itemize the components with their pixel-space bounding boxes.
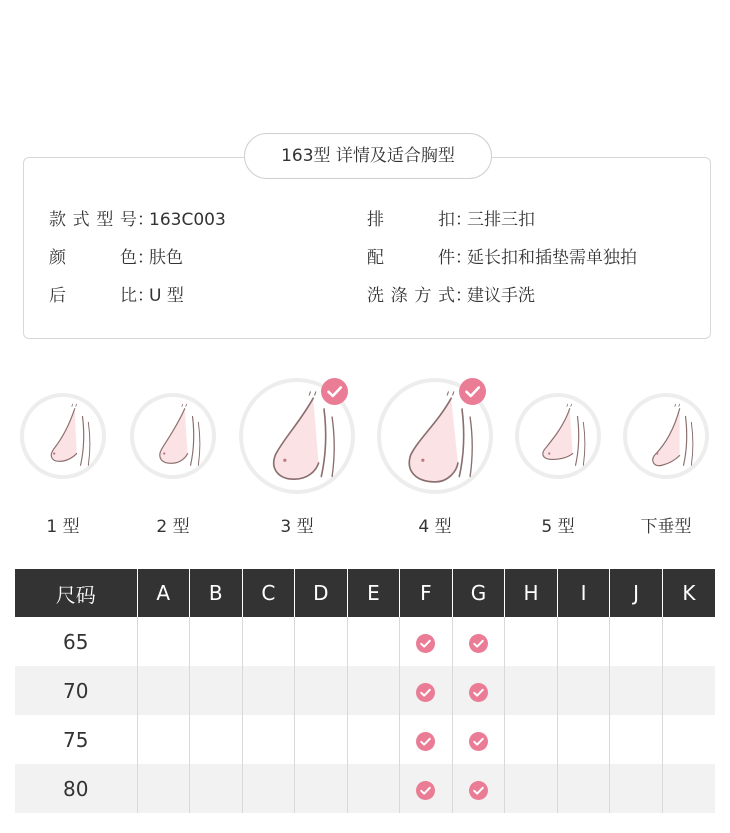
size-cell bbox=[662, 617, 715, 666]
shape-label: 1 型 bbox=[46, 517, 80, 537]
size-table bbox=[15, 569, 715, 813]
size-cell bbox=[190, 617, 243, 666]
breast-shape-illustration bbox=[130, 393, 216, 479]
shape-label: 5 型 bbox=[541, 517, 575, 537]
size-cell bbox=[137, 666, 190, 715]
size-cell bbox=[242, 666, 295, 715]
spec-colon: ： bbox=[455, 210, 472, 230]
spec-label: 后比 bbox=[49, 286, 137, 306]
size-cell bbox=[557, 666, 610, 715]
size-cell bbox=[610, 715, 663, 764]
spec-label: 洗涤方式 bbox=[367, 286, 455, 306]
available-check-icon bbox=[469, 732, 488, 751]
available-check-icon bbox=[416, 732, 435, 751]
size-cell bbox=[190, 764, 243, 813]
size-cell bbox=[137, 617, 190, 666]
size-cell bbox=[190, 666, 243, 715]
band-size: 75 bbox=[15, 715, 137, 764]
breast-shape-illustration bbox=[515, 393, 601, 479]
cup-header: A bbox=[137, 569, 190, 617]
size-cell bbox=[505, 666, 558, 715]
spec-value: 延长扣和插垫需单独拍 bbox=[467, 248, 637, 268]
spec-washing bbox=[367, 284, 535, 308]
size-cell bbox=[137, 715, 190, 764]
band-size: 80 bbox=[15, 764, 137, 813]
size-cell bbox=[347, 715, 400, 764]
cup-header: H bbox=[505, 569, 558, 617]
spec-label: 排扣 bbox=[367, 210, 455, 230]
size-cell bbox=[662, 764, 715, 813]
spec-colon: ： bbox=[455, 286, 472, 306]
available-check-icon bbox=[416, 683, 435, 702]
spec-label: 配件 bbox=[367, 248, 455, 268]
cup-header: C bbox=[242, 569, 295, 617]
spec-colon: ： bbox=[137, 210, 154, 230]
breast-shape-illustration bbox=[20, 393, 106, 479]
spec-label: 款式型号 bbox=[49, 210, 137, 230]
spec-color bbox=[49, 246, 183, 270]
size-cell bbox=[242, 764, 295, 813]
spec-value: 肤色 bbox=[149, 248, 183, 268]
breast-shape-illustration bbox=[623, 393, 709, 479]
spec-accessories bbox=[367, 246, 637, 270]
size-cell bbox=[190, 715, 243, 764]
cup-header: E bbox=[347, 569, 400, 617]
size-cell bbox=[452, 715, 505, 764]
size-cell bbox=[242, 617, 295, 666]
size-cell bbox=[610, 666, 663, 715]
spec-back-style bbox=[49, 284, 184, 308]
band-size: 70 bbox=[15, 666, 137, 715]
shape-label: 下垂型 bbox=[640, 517, 692, 537]
shape-label: 4 型 bbox=[418, 517, 452, 537]
cup-header: I bbox=[557, 569, 610, 617]
size-cell bbox=[295, 617, 348, 666]
table-row bbox=[15, 617, 715, 666]
available-check-icon bbox=[469, 781, 488, 800]
spec-label: 颜色 bbox=[49, 248, 137, 268]
size-cell bbox=[347, 764, 400, 813]
size-cell bbox=[557, 617, 610, 666]
size-cell bbox=[452, 666, 505, 715]
size-cell bbox=[347, 617, 400, 666]
size-cell bbox=[347, 666, 400, 715]
size-cell bbox=[557, 715, 610, 764]
spec-colon: ： bbox=[137, 286, 154, 306]
size-cell bbox=[400, 666, 453, 715]
size-cell bbox=[452, 617, 505, 666]
spec-value: 三排三扣 bbox=[467, 210, 535, 230]
cup-header: K bbox=[662, 569, 715, 617]
size-table-header bbox=[15, 569, 715, 617]
size-cell bbox=[452, 764, 505, 813]
spec-value: 163C003 bbox=[149, 210, 226, 230]
table-row bbox=[15, 715, 715, 764]
spec-value: 建议手洗 bbox=[467, 286, 535, 306]
size-cell bbox=[505, 764, 558, 813]
band-size: 65 bbox=[15, 617, 137, 666]
size-cell bbox=[610, 764, 663, 813]
cup-header: B bbox=[190, 569, 243, 617]
suitable-check-icon bbox=[459, 378, 486, 405]
size-cell bbox=[295, 715, 348, 764]
available-check-icon bbox=[416, 781, 435, 800]
size-cell bbox=[662, 715, 715, 764]
size-header-label: 尺码 bbox=[15, 569, 137, 617]
available-check-icon bbox=[469, 683, 488, 702]
size-cell bbox=[295, 764, 348, 813]
available-check-icon bbox=[469, 634, 488, 653]
size-cell bbox=[400, 617, 453, 666]
details-title: 163型 详情及适合胸型 bbox=[244, 133, 492, 179]
available-check-icon bbox=[416, 634, 435, 653]
size-cell bbox=[505, 617, 558, 666]
size-cell bbox=[295, 666, 348, 715]
spec-style-number bbox=[49, 208, 226, 232]
table-row bbox=[15, 666, 715, 715]
spec-colon: ： bbox=[137, 248, 154, 268]
size-cell bbox=[137, 764, 190, 813]
cup-header: F bbox=[400, 569, 453, 617]
spec-value: U 型 bbox=[149, 286, 184, 306]
size-cell bbox=[662, 666, 715, 715]
shape-label: 2 型 bbox=[156, 517, 190, 537]
spec-colon: ： bbox=[455, 248, 472, 268]
size-cell bbox=[400, 715, 453, 764]
size-cell bbox=[557, 764, 610, 813]
size-cell bbox=[610, 617, 663, 666]
cup-header: D bbox=[295, 569, 348, 617]
size-cell bbox=[505, 715, 558, 764]
size-cell bbox=[400, 764, 453, 813]
cup-header: G bbox=[452, 569, 505, 617]
suitable-check-icon bbox=[321, 378, 348, 405]
shape-label: 3 型 bbox=[280, 517, 314, 537]
spec-hooks bbox=[367, 208, 535, 232]
table-row bbox=[15, 764, 715, 813]
cup-header: J bbox=[610, 569, 663, 617]
size-cell bbox=[242, 715, 295, 764]
